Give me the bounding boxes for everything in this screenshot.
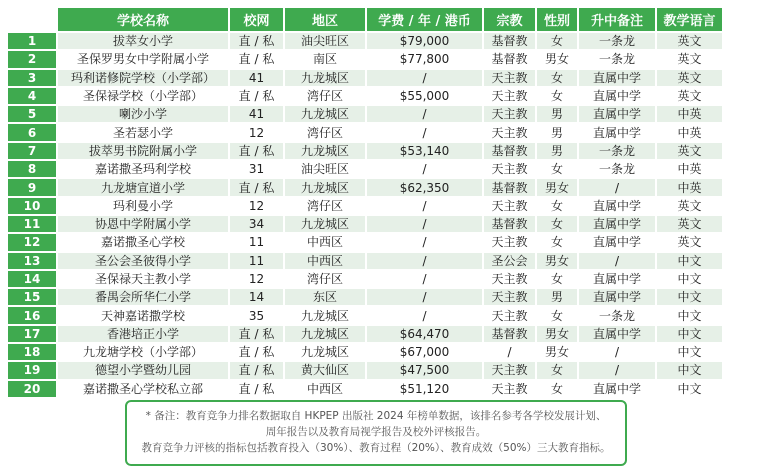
cell-tuition: $47,500 bbox=[367, 362, 482, 378]
cell-gender: 男 bbox=[537, 124, 577, 140]
cell-religion: 天主教 bbox=[484, 362, 535, 378]
cell-district: 九龙城区 bbox=[285, 326, 365, 342]
cell-school-name: 嘉诺撒圣心学校 bbox=[58, 234, 228, 250]
cell-tuition: $67,000 bbox=[367, 344, 482, 360]
cell-gender: 男女 bbox=[537, 344, 577, 360]
cell-gender: 女 bbox=[537, 88, 577, 104]
cell-tuition: / bbox=[367, 124, 482, 140]
table-row bbox=[8, 234, 722, 250]
header-secondary-note: 升中备注 bbox=[579, 8, 655, 31]
table-row bbox=[8, 70, 722, 86]
cell-language: 中文 bbox=[657, 307, 722, 323]
table-row bbox=[8, 216, 722, 232]
cell-district: 中西区 bbox=[285, 234, 365, 250]
rank-number: 6 bbox=[8, 124, 56, 140]
rank-number: 18 bbox=[8, 344, 56, 360]
table-row bbox=[8, 88, 722, 104]
cell-language: 英文 bbox=[657, 51, 722, 67]
cell-religion: 天主教 bbox=[484, 289, 535, 305]
cell-school-name: 番禺会所华仁小学 bbox=[58, 289, 228, 305]
cell-school-name: 玛利诺修院学校（小学部） bbox=[58, 70, 228, 86]
cell-district: 中西区 bbox=[285, 253, 365, 269]
cell-secondary-note: / bbox=[579, 362, 655, 378]
table-row bbox=[8, 106, 722, 122]
cell-school-net: 直 / 私 bbox=[230, 179, 283, 195]
cell-secondary-note: 直属中学 bbox=[579, 234, 655, 250]
cell-gender: 男 bbox=[537, 289, 577, 305]
cell-school-net: 12 bbox=[230, 271, 283, 287]
cell-religion: 基督教 bbox=[484, 326, 535, 342]
rank-number: 16 bbox=[8, 307, 56, 323]
rank-number: 12 bbox=[8, 234, 56, 250]
cell-tuition: / bbox=[367, 161, 482, 177]
cell-gender: 女 bbox=[537, 161, 577, 177]
cell-secondary-note: 直属中学 bbox=[579, 124, 655, 140]
cell-gender: 男女 bbox=[537, 51, 577, 67]
cell-school-net: 直 / 私 bbox=[230, 33, 283, 49]
cell-tuition: $51,120 bbox=[367, 381, 482, 397]
rank-number: 20 bbox=[8, 381, 56, 397]
header-language: 教学语言 bbox=[657, 8, 722, 31]
cell-school-net: 11 bbox=[230, 234, 283, 250]
table-row bbox=[8, 271, 722, 287]
cell-tuition: / bbox=[367, 289, 482, 305]
cell-religion: 天主教 bbox=[484, 271, 535, 287]
cell-language: 中文 bbox=[657, 344, 722, 360]
cell-district: 九龙城区 bbox=[285, 307, 365, 323]
cell-secondary-note: 直属中学 bbox=[579, 381, 655, 397]
cell-secondary-note: 直属中学 bbox=[579, 106, 655, 122]
cell-gender: 男女 bbox=[537, 326, 577, 342]
cell-language: 中英 bbox=[657, 124, 722, 140]
cell-religion: 天主教 bbox=[484, 307, 535, 323]
cell-secondary-note: 一条龙 bbox=[579, 161, 655, 177]
cell-language: 中文 bbox=[657, 362, 722, 378]
table-row bbox=[8, 124, 722, 140]
cell-gender: 女 bbox=[537, 271, 577, 287]
cell-secondary-note: / bbox=[579, 253, 655, 269]
cell-secondary-note: 一条龙 bbox=[579, 33, 655, 49]
cell-gender: 男女 bbox=[537, 253, 577, 269]
cell-school-net: 31 bbox=[230, 161, 283, 177]
cell-tuition: $55,000 bbox=[367, 88, 482, 104]
cell-school-net: 直 / 私 bbox=[230, 362, 283, 378]
cell-district: 黄大仙区 bbox=[285, 362, 365, 378]
table-row bbox=[8, 326, 722, 342]
header-gender: 性别 bbox=[537, 8, 577, 31]
rank-number: 1 bbox=[8, 33, 56, 49]
rank-number: 10 bbox=[8, 198, 56, 214]
cell-district: 湾仔区 bbox=[285, 198, 365, 214]
cell-religion: / bbox=[484, 344, 535, 360]
header-district: 地区 bbox=[285, 8, 365, 31]
cell-tuition: $62,350 bbox=[367, 179, 482, 195]
cell-tuition: / bbox=[367, 216, 482, 232]
cell-religion: 天主教 bbox=[484, 381, 535, 397]
rank-number: 5 bbox=[8, 106, 56, 122]
cell-language: 英文 bbox=[657, 216, 722, 232]
table-row bbox=[8, 289, 722, 305]
cell-school-name: 拔萃女小学 bbox=[58, 33, 228, 49]
cell-gender: 男 bbox=[537, 106, 577, 122]
cell-language: 英文 bbox=[657, 88, 722, 104]
cell-district: 九龙城区 bbox=[285, 106, 365, 122]
school-ranking-table bbox=[6, 6, 724, 399]
cell-school-name: 圣公会圣彼得小学 bbox=[58, 253, 228, 269]
cell-language: 中文 bbox=[657, 253, 722, 269]
cell-secondary-note: / bbox=[579, 179, 655, 195]
cell-school-net: 直 / 私 bbox=[230, 51, 283, 67]
cell-language: 中文 bbox=[657, 271, 722, 287]
cell-school-name: 拔萃男书院附属小学 bbox=[58, 143, 228, 159]
cell-gender: 女 bbox=[537, 307, 577, 323]
cell-secondary-note: 一条龙 bbox=[579, 143, 655, 159]
cell-gender: 女 bbox=[537, 198, 577, 214]
cell-religion: 圣公会 bbox=[484, 253, 535, 269]
cell-district: 九龙城区 bbox=[285, 143, 365, 159]
cell-district: 九龙城区 bbox=[285, 216, 365, 232]
rank-number: 8 bbox=[8, 161, 56, 177]
cell-religion: 基督教 bbox=[484, 179, 535, 195]
footnote-box bbox=[125, 400, 627, 466]
rank-number: 17 bbox=[8, 326, 56, 342]
cell-district: 油尖旺区 bbox=[285, 161, 365, 177]
cell-secondary-note: 一条龙 bbox=[579, 307, 655, 323]
cell-language: 英文 bbox=[657, 70, 722, 86]
cell-gender: 女 bbox=[537, 362, 577, 378]
cell-gender: 女 bbox=[537, 234, 577, 250]
table-row bbox=[8, 33, 722, 49]
cell-tuition: / bbox=[367, 253, 482, 269]
table-row bbox=[8, 179, 722, 195]
table-row bbox=[8, 198, 722, 214]
cell-school-net: 直 / 私 bbox=[230, 381, 283, 397]
cell-school-net: 12 bbox=[230, 124, 283, 140]
cell-district: 东区 bbox=[285, 289, 365, 305]
cell-school-net: 12 bbox=[230, 198, 283, 214]
rank-number: 7 bbox=[8, 143, 56, 159]
table-header-row bbox=[8, 8, 722, 31]
cell-school-name: 香港培正小学 bbox=[58, 326, 228, 342]
cell-school-name: 德望小学暨幼儿园 bbox=[58, 362, 228, 378]
cell-gender: 女 bbox=[537, 216, 577, 232]
cell-school-name: 圣保禄学校（小学部） bbox=[58, 88, 228, 104]
cell-gender: 男女 bbox=[537, 179, 577, 195]
cell-tuition: / bbox=[367, 271, 482, 287]
rank-number: 3 bbox=[8, 70, 56, 86]
cell-school-net: 直 / 私 bbox=[230, 143, 283, 159]
cell-secondary-note: 直属中学 bbox=[579, 271, 655, 287]
cell-language: 英文 bbox=[657, 198, 722, 214]
cell-school-net: 直 / 私 bbox=[230, 326, 283, 342]
table-row bbox=[8, 307, 722, 323]
rank-number: 15 bbox=[8, 289, 56, 305]
table-row bbox=[8, 51, 722, 67]
cell-school-name: 协恩中学附属小学 bbox=[58, 216, 228, 232]
cell-school-net: 11 bbox=[230, 253, 283, 269]
cell-religion: 天主教 bbox=[484, 88, 535, 104]
cell-tuition: / bbox=[367, 70, 482, 86]
table-row bbox=[8, 362, 722, 378]
cell-religion: 天主教 bbox=[484, 161, 535, 177]
cell-religion: 天主教 bbox=[484, 198, 535, 214]
rank-number: 19 bbox=[8, 362, 56, 378]
cell-religion: 基督教 bbox=[484, 33, 535, 49]
cell-language: 中英 bbox=[657, 179, 722, 195]
cell-school-name: 九龙塘宣道小学 bbox=[58, 179, 228, 195]
cell-religion: 天主教 bbox=[484, 70, 535, 86]
cell-gender: 女 bbox=[537, 33, 577, 49]
cell-secondary-note: / bbox=[579, 344, 655, 360]
cell-language: 中英 bbox=[657, 106, 722, 122]
cell-school-net: 41 bbox=[230, 70, 283, 86]
cell-school-name: 圣保禄天主教小学 bbox=[58, 271, 228, 287]
cell-school-net: 14 bbox=[230, 289, 283, 305]
table-row bbox=[8, 381, 722, 397]
cell-gender: 男 bbox=[537, 143, 577, 159]
cell-language: 中英 bbox=[657, 161, 722, 177]
cell-school-net: 34 bbox=[230, 216, 283, 232]
cell-school-name: 嘉诺撒圣玛利学校 bbox=[58, 161, 228, 177]
rank-header-blank bbox=[8, 8, 56, 31]
cell-secondary-note: 直属中学 bbox=[579, 88, 655, 104]
cell-district: 油尖旺区 bbox=[285, 33, 365, 49]
cell-tuition: / bbox=[367, 106, 482, 122]
cell-district: 中西区 bbox=[285, 381, 365, 397]
cell-religion: 基督教 bbox=[484, 216, 535, 232]
cell-religion: 天主教 bbox=[484, 106, 535, 122]
header-school-name: 学校名称 bbox=[58, 8, 228, 31]
cell-district: 九龙城区 bbox=[285, 344, 365, 360]
cell-tuition: / bbox=[367, 307, 482, 323]
cell-district: 湾仔区 bbox=[285, 88, 365, 104]
cell-school-net: 41 bbox=[230, 106, 283, 122]
cell-district: 九龙城区 bbox=[285, 179, 365, 195]
cell-school-name: 圣若瑟小学 bbox=[58, 124, 228, 140]
cell-secondary-note: 直属中学 bbox=[579, 289, 655, 305]
cell-district: 湾仔区 bbox=[285, 271, 365, 287]
footnote-line-2: 周年报告以及教育局视学报告及校外评核报告。 bbox=[265, 426, 487, 438]
cell-language: 中文 bbox=[657, 289, 722, 305]
cell-religion: 基督教 bbox=[484, 51, 535, 67]
footnote-line-1: * 备注：教育竞争力排名数据取自 HKPEP 出版社 2024 年榜单数据，该排名参考各学校发展计划、 bbox=[145, 410, 607, 422]
table-row bbox=[8, 143, 722, 159]
cell-school-name: 天神嘉诺撒学校 bbox=[58, 307, 228, 323]
cell-school-name: 喇沙小学 bbox=[58, 106, 228, 122]
cell-tuition: $79,000 bbox=[367, 33, 482, 49]
footnote-line-3: 教育竞争力评核的指标包括教育投入（30%）、教育过程（20%）、教育成效（50%）三大教育指标。 bbox=[141, 442, 611, 454]
header-tuition: 学费 / 年 / 港币 bbox=[367, 8, 482, 31]
header-school-net: 校网 bbox=[230, 8, 283, 31]
cell-district: 南区 bbox=[285, 51, 365, 67]
cell-secondary-note: 直属中学 bbox=[579, 70, 655, 86]
cell-gender: 女 bbox=[537, 70, 577, 86]
rank-number: 2 bbox=[8, 51, 56, 67]
cell-school-name: 玛利曼小学 bbox=[58, 198, 228, 214]
cell-gender: 女 bbox=[537, 381, 577, 397]
cell-tuition: / bbox=[367, 198, 482, 214]
cell-school-name: 九龙塘学校（小学部） bbox=[58, 344, 228, 360]
cell-language: 英文 bbox=[657, 143, 722, 159]
table-row bbox=[8, 344, 722, 360]
cell-district: 九龙城区 bbox=[285, 70, 365, 86]
rank-number: 13 bbox=[8, 253, 56, 269]
cell-religion: 天主教 bbox=[484, 234, 535, 250]
cell-secondary-note: 直属中学 bbox=[579, 198, 655, 214]
rank-number: 4 bbox=[8, 88, 56, 104]
cell-religion: 天主教 bbox=[484, 124, 535, 140]
cell-school-name: 嘉诺撒圣心学校私立部 bbox=[58, 381, 228, 397]
cell-religion: 基督教 bbox=[484, 143, 535, 159]
cell-school-name: 圣保罗男女中学附属小学 bbox=[58, 51, 228, 67]
cell-tuition: $77,800 bbox=[367, 51, 482, 67]
cell-language: 中文 bbox=[657, 381, 722, 397]
cell-language: 英文 bbox=[657, 234, 722, 250]
cell-school-net: 35 bbox=[230, 307, 283, 323]
cell-tuition: / bbox=[367, 234, 482, 250]
cell-tuition: $64,470 bbox=[367, 326, 482, 342]
cell-secondary-note: 直属中学 bbox=[579, 216, 655, 232]
rank-number: 11 bbox=[8, 216, 56, 232]
cell-school-net: 直 / 私 bbox=[230, 344, 283, 360]
table-row bbox=[8, 161, 722, 177]
cell-language: 英文 bbox=[657, 33, 722, 49]
cell-school-net: 直 / 私 bbox=[230, 88, 283, 104]
cell-secondary-note: 直属中学 bbox=[579, 326, 655, 342]
cell-secondary-note: 一条龙 bbox=[579, 51, 655, 67]
rank-number: 14 bbox=[8, 271, 56, 287]
table-row bbox=[8, 253, 722, 269]
rank-number: 9 bbox=[8, 179, 56, 195]
cell-language: 中文 bbox=[657, 326, 722, 342]
cell-tuition: $53,140 bbox=[367, 143, 482, 159]
cell-district: 湾仔区 bbox=[285, 124, 365, 140]
header-religion: 宗教 bbox=[484, 8, 535, 31]
